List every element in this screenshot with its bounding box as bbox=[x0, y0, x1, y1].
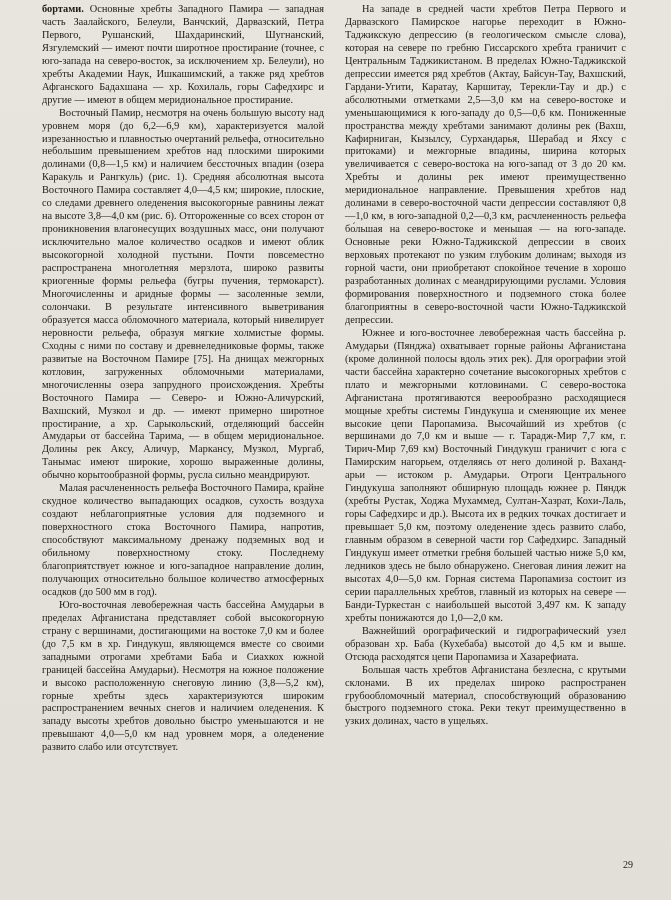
paragraph: Важнейший орографический и гидрографический узел образован хр. Баба (Кухебаба) высотой до 4,5 км и выше. Отсюда расходятся цепи Паропамиза и Хазарефиата. bbox=[345, 625, 626, 663]
paragraph: На западе в средней части хребтов Петра Первого и Дарвазского Памирское нагорье переходит в Южно-Таджикскую депрессию (в геологическом смысле слова), которая на севере по гребню Гиссарского хребта граничит с Центральным Таджикистаном. В пределах Южно-Таджикской депрессии имеется ряд хребтов (Актау, Байсун-Тау, Вахшский, Гардани-Угити, Каратау, Каршитау, Терекли-Тау и др.) с абсолютными отметками 2,5—3,0 км на северо-востоке и уменьшающимися к юго-западу до 0,5—0,6 км. Пониженные пространства между хребтами занимают долины рек (Вахш, Кафирниган, Кызылсу, Сурхандарья, Шерабад и Яхсу с притоками) и межгорные впадины, ширина которых увеличивается с северо-востока на юго-запад от 3 до 20 км. Хребты и долины рек имеют преимущественно меридиональное направление. Превышения хребтов над долинами в северо-восточной части депрессии составляют 0,8—1,0 км, в юго-западной 0,2—0,3 км, расчлененность рельефа бо́льшая на северо-востоке и меньшая — на юго-западе. Основные реки Южно-Таджикской депрессии в своих верховьях протекают по узким глубоким долинам; выходя из горной части, они приобретают спокойное течение в хорошо разработанных долинах с меандрирующими руслами. Условия формирования поверхностного и подземного стока более благоприятны в северо-восточной части Южно-Таджикской депрессии. bbox=[345, 4, 626, 326]
paragraph: Восточный Памир, несмотря на очень большую высоту над уровнем моря (до 6,2—6,9 км), характеризуется малой изрезанностью и плавностью очертаний рельефа, относительно небольшим превышением хребтов над плоскими широкими долинами (0,8—1,5 км) и наличием бессточных впадин (озера Каракуль и Рангкуль) (рис. 1). Средняя абсолютная высота Восточного Памира составляет 4,0—4,5 км; широкие, плоские, со следами древнего оледенения высокогорные равнины лежат на высоте 3,8—4,0 км (рис. 6). Отгороженные со всех сторон от проникновения влагонесущих воздушных масс, они получают исключительно малое количество осадков и имеют облик высокогорной холодной пустыни. Почти повсеместно распространена многолетняя мерзлота, широко развиты криогенные формы рельефа (бугры пучения, термокарст). Многочисленны и аридные формы — засоленные земли, солончаки. В результате интенсивного выветривания образуется масса обломочного материала, который нивелирует неровности рельефа, образуя мягкие холмистые формы. Сходны с ними по составу и древнеледниковые формы, также развитые на Восточном Памире [75]. На днищах межгорных котловин, загруженных обломочными материалами, многочисленны озера запрудного происхождения. Хребты Восточного Памира — Северо- и Южно-Аличурский, Вахшский, Музкол и др. — имеют примерно широтное простирание, а хр. Сарыкольский, отделяющий бассейн Амударьи от бассейна Тарима, — в общем меридиональное. Долины рек Аксу, Аличур, Маркансу, Музкол, Мургаб, Танымас имеют широкие, хорошо выраженные долины, обычно корытообразной формы, русла сильно меандрируют. bbox=[42, 107, 324, 482]
right-column bbox=[345, 4, 626, 729]
paragraph: Малая расчлененность рельефа Восточного Памира, крайне скудное количество выпадающих осадков, сухость воздуха создают неблагоприятные условия для подземного и поверхностного стока Восточного Памира, напротив, способствуют максимальному дренажу подземных вод и обильному поверхностному стоку. Последнему благоприятствует южное и юго-западное направление долин, получающих относительно большое количество атмосферных осадков (до 500 мм в год). bbox=[42, 483, 324, 598]
paragraph: Юго-восточная левобережная часть бассейна Амударьи в пределах Афганистана представляет собой высокогорную страну с вершинами, достигающими на востоке 7,0 км и более (до 7,5 км в хр. Гиндукуш, являющемся вместе со своими западными отрогами хребтами Баба и Сиахкох южной границей бассейна Амударьи). Несмотря на южное положение и высоко расположенную снеговую линию (3,8—5,2 км), горные хребты здесь характеризуются широким распространением вечных снегов и наличием оледенения. К западу высоты хребтов довольно быстро уменьшаются и не превышают 4,0—5,0 км над уровнем моря, а оледенение развито слабо или отсутствует. bbox=[42, 599, 324, 754]
paragraph bbox=[42, 4, 324, 108]
paragraph-text: Основные хребты Западного Памира — западная часть Заалайского, Белеули, Ванчский, Дарвазский, Петра Первого, Рушанский, Шахдаринский, Шугнанский, Язгулемский — имеют почти широтное простирание (точнее, с юго-запада на северо-восток, за исключением хр. Белеули), но хребты Академии Наук, Ишкашимский, а также ряд хребтов Афганского Бадахшана — хр. Кохилаль, горы Сафедхирс и другие — имеют в общем меридиональное простирание. bbox=[42, 4, 324, 106]
lead-word: бортами. bbox=[42, 4, 84, 15]
paragraph: Большая часть хребтов Афганистана безлесна, с крутыми склонами. В их пределах широко распространен грубообломочный материал, способствующий образованию быстрого подземного стока. Реки текут преимущественно в узких долинах, часто в ущельях. bbox=[345, 664, 626, 728]
left-column bbox=[42, 4, 324, 755]
page-number: 29 bbox=[623, 860, 633, 871]
paragraph: Южнее и юго-восточнее левобережная часть бассейна р. Амударьи (Пянджа) охватывает горные районы Афганистана (кроме долинной полосы вдоль этих рек). Для орографии этой части бассейна характерно сочетание высокогорных хребтов с плато и межгорными котловинами. С северо-востока Афганистана протягиваются веерообразно расходящиеся мощные хребты системы Гиндукуша и сменяющие их менее высокие цепи Паропамиза. Высочайший из хребтов (с вершинами до 7,0 км и выше — г. Тарадж-Мир 7,7 км, г. Тирич-Мир 7,69 км) Восточный Гиндукуш граничит с юга с Памирским нагорьем, отделяясь от него долиной р. Ваханд-арьи — истоком р. Амударьи. Отроги Центрального Гиндукуша заполняют обширную площадь южнее р. Пяндж (хребты Рустак, Ходжа Мухаммед, Султан-Хазрат, Кохи-Лаль, горы Сафедхирс и др.). Высота их в редких точках достигает и превышает 5,0 км, поэтому оледенение здесь развито слабо, главным образом в северной части гор Сафедхирс. Западный Гиндукуш имеет отметки гребня большей частью ниже 5,0 км, ледников здесь не было обнаружено. Снеговая линия лежит на высотах 4,0—5,0 км. Горная система Паропамиза состоит из серии параллельных хребтов, главный из которых на севере — Банди-Туркестан с наибольшей высотой 3,497 км. К западу хребты понижаются до 1,0—2,0 км. bbox=[345, 327, 626, 624]
